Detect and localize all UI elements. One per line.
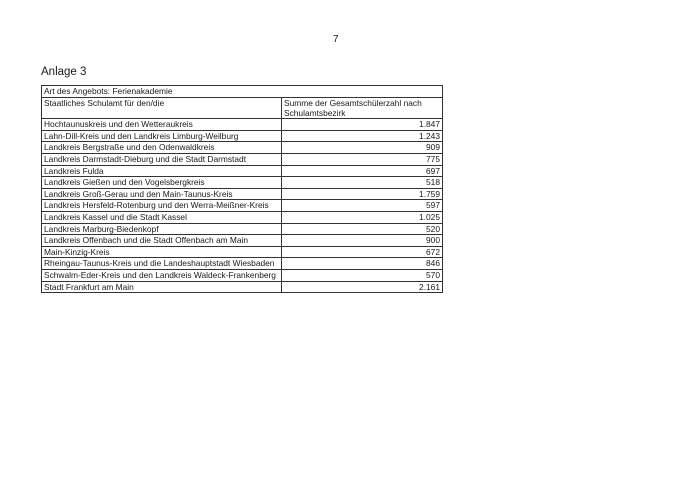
district-cell: Rheingau-Taunus-Kreis und die Landeshauptstadt Wiesbaden — [42, 258, 282, 270]
table-row — [42, 211, 443, 223]
student-count-cell: 1.759 — [282, 188, 443, 200]
student-count-cell: 846 — [282, 258, 443, 270]
header-district: Staatliches Schulamt für den/die — [42, 98, 282, 119]
annex-heading: Anlage 3 — [41, 66, 87, 78]
table-row — [42, 246, 443, 258]
student-count-cell: 1.847 — [282, 119, 443, 131]
table-row — [42, 130, 443, 142]
table-row — [42, 281, 443, 293]
student-count-cell: 2.161 — [282, 281, 443, 293]
district-cell: Landkreis Darmstadt-Dieburg und die Stadt Darmstadt — [42, 153, 282, 165]
table-body — [42, 86, 443, 293]
table-row — [42, 223, 443, 235]
district-cell: Landkreis Kassel und die Stadt Kassel — [42, 211, 282, 223]
district-cell: Lahn-Dill-Kreis und den Landkreis Limburg-Weilburg — [42, 130, 282, 142]
table-row — [42, 177, 443, 189]
district-cell: Landkreis Offenbach und die Stadt Offenbach am Main — [42, 235, 282, 247]
student-count-cell: 597 — [282, 200, 443, 212]
header-student-sum: Summe der Gesamtschülerzahl nach Schulamtsbezirk — [282, 98, 443, 119]
table-title-row — [42, 86, 443, 98]
table-row — [42, 200, 443, 212]
student-count-cell: 1.025 — [282, 211, 443, 223]
student-count-cell: 520 — [282, 223, 443, 235]
district-cell: Schwalm-Eder-Kreis und den Landkreis Waldeck-Frankenberg — [42, 269, 282, 281]
district-cell: Landkreis Marburg-Biedenkopf — [42, 223, 282, 235]
district-cell: Hochtaunuskreis und den Wetteraukreis — [42, 119, 282, 131]
table-row — [42, 165, 443, 177]
district-cell: Landkreis Bergstraße und den Odenwaldkreis — [42, 142, 282, 154]
table-row — [42, 188, 443, 200]
table-row — [42, 153, 443, 165]
table-row — [42, 142, 443, 154]
district-cell: Stadt Frankfurt am Main — [42, 281, 282, 293]
table-row — [42, 235, 443, 247]
student-count-cell: 697 — [282, 165, 443, 177]
table-header-row — [42, 98, 443, 119]
district-cell: Landkreis Fulda — [42, 165, 282, 177]
page-number: 7 — [333, 34, 339, 45]
student-count-table — [41, 85, 443, 293]
district-cell: Landkreis Groß-Gerau und den Main-Taunus-Kreis — [42, 188, 282, 200]
table-title: Art des Angebots: Ferienakademie — [42, 86, 443, 98]
student-count-cell: 900 — [282, 235, 443, 247]
table-row — [42, 258, 443, 270]
student-count-cell: 672 — [282, 246, 443, 258]
student-count-cell: 909 — [282, 142, 443, 154]
student-count-cell: 518 — [282, 177, 443, 189]
student-count-cell: 570 — [282, 269, 443, 281]
district-cell: Landkreis Hersfeld-Rotenburg und den Werra-Meißner-Kreis — [42, 200, 282, 212]
district-cell: Main-Kinzig-Kreis — [42, 246, 282, 258]
student-count-cell: 1.243 — [282, 130, 443, 142]
student-count-cell: 775 — [282, 153, 443, 165]
table-row — [42, 269, 443, 281]
district-cell: Landkreis Gießen und den Vogelsbergkreis — [42, 177, 282, 189]
table-row — [42, 119, 443, 131]
